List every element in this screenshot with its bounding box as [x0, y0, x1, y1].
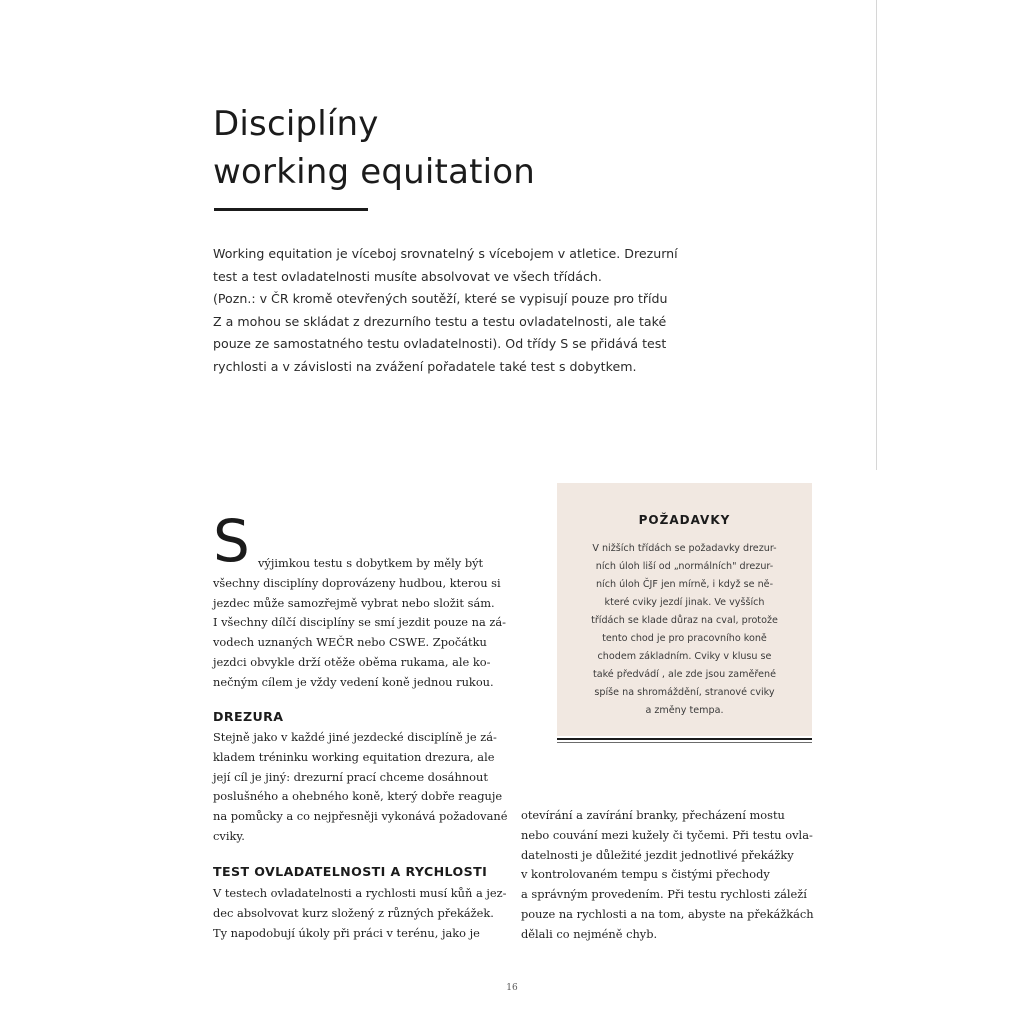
drezura-line: poslušného a ohebného koně, který dobře reaguje — [213, 789, 503, 804]
lead-line: nečným cílem je vždy vedení koně jednou rukou. — [213, 674, 494, 689]
right-column — [521, 806, 821, 945]
intro-line: Z a mohou se skládat z drezurního testu a testu ovladatelnosti, ale také — [213, 313, 667, 329]
intro-line: rychlosti a v závislosti na zvážení pořadatele také test s dobytkem. — [213, 358, 637, 374]
sidebar-text — [557, 540, 812, 720]
drezura-heading: DREZURA — [213, 709, 284, 724]
drezura-line: kladem tréninku working equitation drezura, ale — [213, 749, 495, 764]
sidebar-line: tento chod je pro pracovního koně — [602, 633, 767, 644]
drezura-line: na pomůcky a co nejpřesněji vykonává požadované — [213, 809, 508, 824]
lead-line: jezdci obvykle drží otěže oběma rukama, ale ko- — [213, 654, 491, 669]
test-line: dec absolvovat kurz složený z různých překážek. — [213, 905, 494, 920]
page-edge-divider — [876, 0, 877, 470]
lead-line: všechny disciplíny doprovázeny hudbou, kterou si — [213, 575, 501, 590]
intro-line: Working equitation je víceboj srovnatelný s vícebojem v atletice. Drezurní — [213, 246, 678, 261]
sidebar-title: POŽADAVKY — [638, 513, 731, 527]
right-line: pouze na rychlosti a na tom, abyste na překážkách — [521, 906, 814, 921]
lead-paragraph — [213, 554, 513, 693]
title-underline — [214, 208, 368, 211]
right-line: a správným provedením. Při testu rychlosti záleží — [521, 887, 807, 902]
drezura-line: její cíl je jiný: drezurní prací chceme dosáhnout — [213, 769, 488, 784]
right-line: otevírání a zavírání branky, přecházení mostu — [521, 808, 785, 822]
sidebar-line: chodem základním. Cviky v klusu se — [597, 651, 772, 662]
test-heading: TEST OVLADATELNOSTI A RYCHLOSTI — [213, 864, 488, 879]
intro-line: (Pozn.: v ČR kromě otevřených soutěží, které se vypisují pouze pro třídu — [213, 291, 668, 307]
sidebar-line: které cviky jezdí jinak. Ve vyšších — [604, 597, 765, 608]
lead-line: vodech uznaných WEČR nebo CSWE. Zpočátku — [213, 635, 487, 650]
title-line-1: Disciplíny — [213, 104, 379, 144]
sidebar-line: ních úloh ČJF jen mírně, i když se ně- — [595, 579, 774, 590]
right-line: nebo couvání mezi kužely či tyčemi. Při testu ovla- — [521, 827, 813, 842]
drezura-line: cviky. — [213, 828, 245, 843]
lead-line: I všechny dílčí disciplíny se smí jezdit pouze na zá- — [213, 615, 507, 630]
drezura-paragraph — [213, 728, 513, 847]
intro-line: test a test ovladatelnosti musíte absolvovat ve všech třídách. — [213, 268, 602, 284]
sidebar-line: třídách se klade důraz na cval, protože — [591, 615, 778, 626]
test-paragraph — [213, 884, 513, 943]
intro-line: pouze ze samostatného testu ovladatelnosti). Od třídy S se přidává test — [213, 336, 667, 352]
sidebar-line: spíše na shromáždění, stranové cviky — [594, 687, 775, 698]
sidebar-line: V nižších třídách se požadavky drezur- — [592, 543, 777, 554]
sidebar-bottom-rule-thin — [557, 742, 812, 743]
page-title — [213, 100, 535, 196]
sidebar-line: také předvádí , ale zde jsou zaměřené — [592, 669, 777, 680]
sidebar-line: ních úloh liší od „normálních" drezur- — [595, 561, 774, 572]
right-line: dělali co nejméně chyb. — [521, 926, 658, 941]
test-line: Ty napodobují úkoly při práci v terénu, jako je — [213, 925, 480, 940]
requirements-sidebar — [557, 483, 812, 736]
intro-paragraph — [213, 243, 733, 379]
lead-line: výjimkou testu s dobytkem by měly být — [258, 556, 484, 570]
right-line: datelnosti je důležité jezdit jednotlivé překážky — [521, 847, 794, 862]
lead-line: jezdec může samozřejmě vybrat nebo složit sám. — [213, 595, 495, 610]
page-number: 16 — [506, 983, 518, 993]
test-line: V testech ovladatelnosti a rychlosti musí kůň a jez- — [213, 886, 507, 900]
sidebar-bottom-rule — [557, 738, 812, 740]
right-line: v kontrolovaném tempu s čistými přechody — [521, 867, 770, 882]
drop-cap: S — [213, 507, 250, 575]
title-line-2: working equitation — [213, 152, 536, 192]
sidebar-line: a změny tempa. — [645, 705, 724, 716]
drezura-line: Stejně jako v každé jiné jezdecké disciplíně je zá- — [213, 730, 497, 744]
